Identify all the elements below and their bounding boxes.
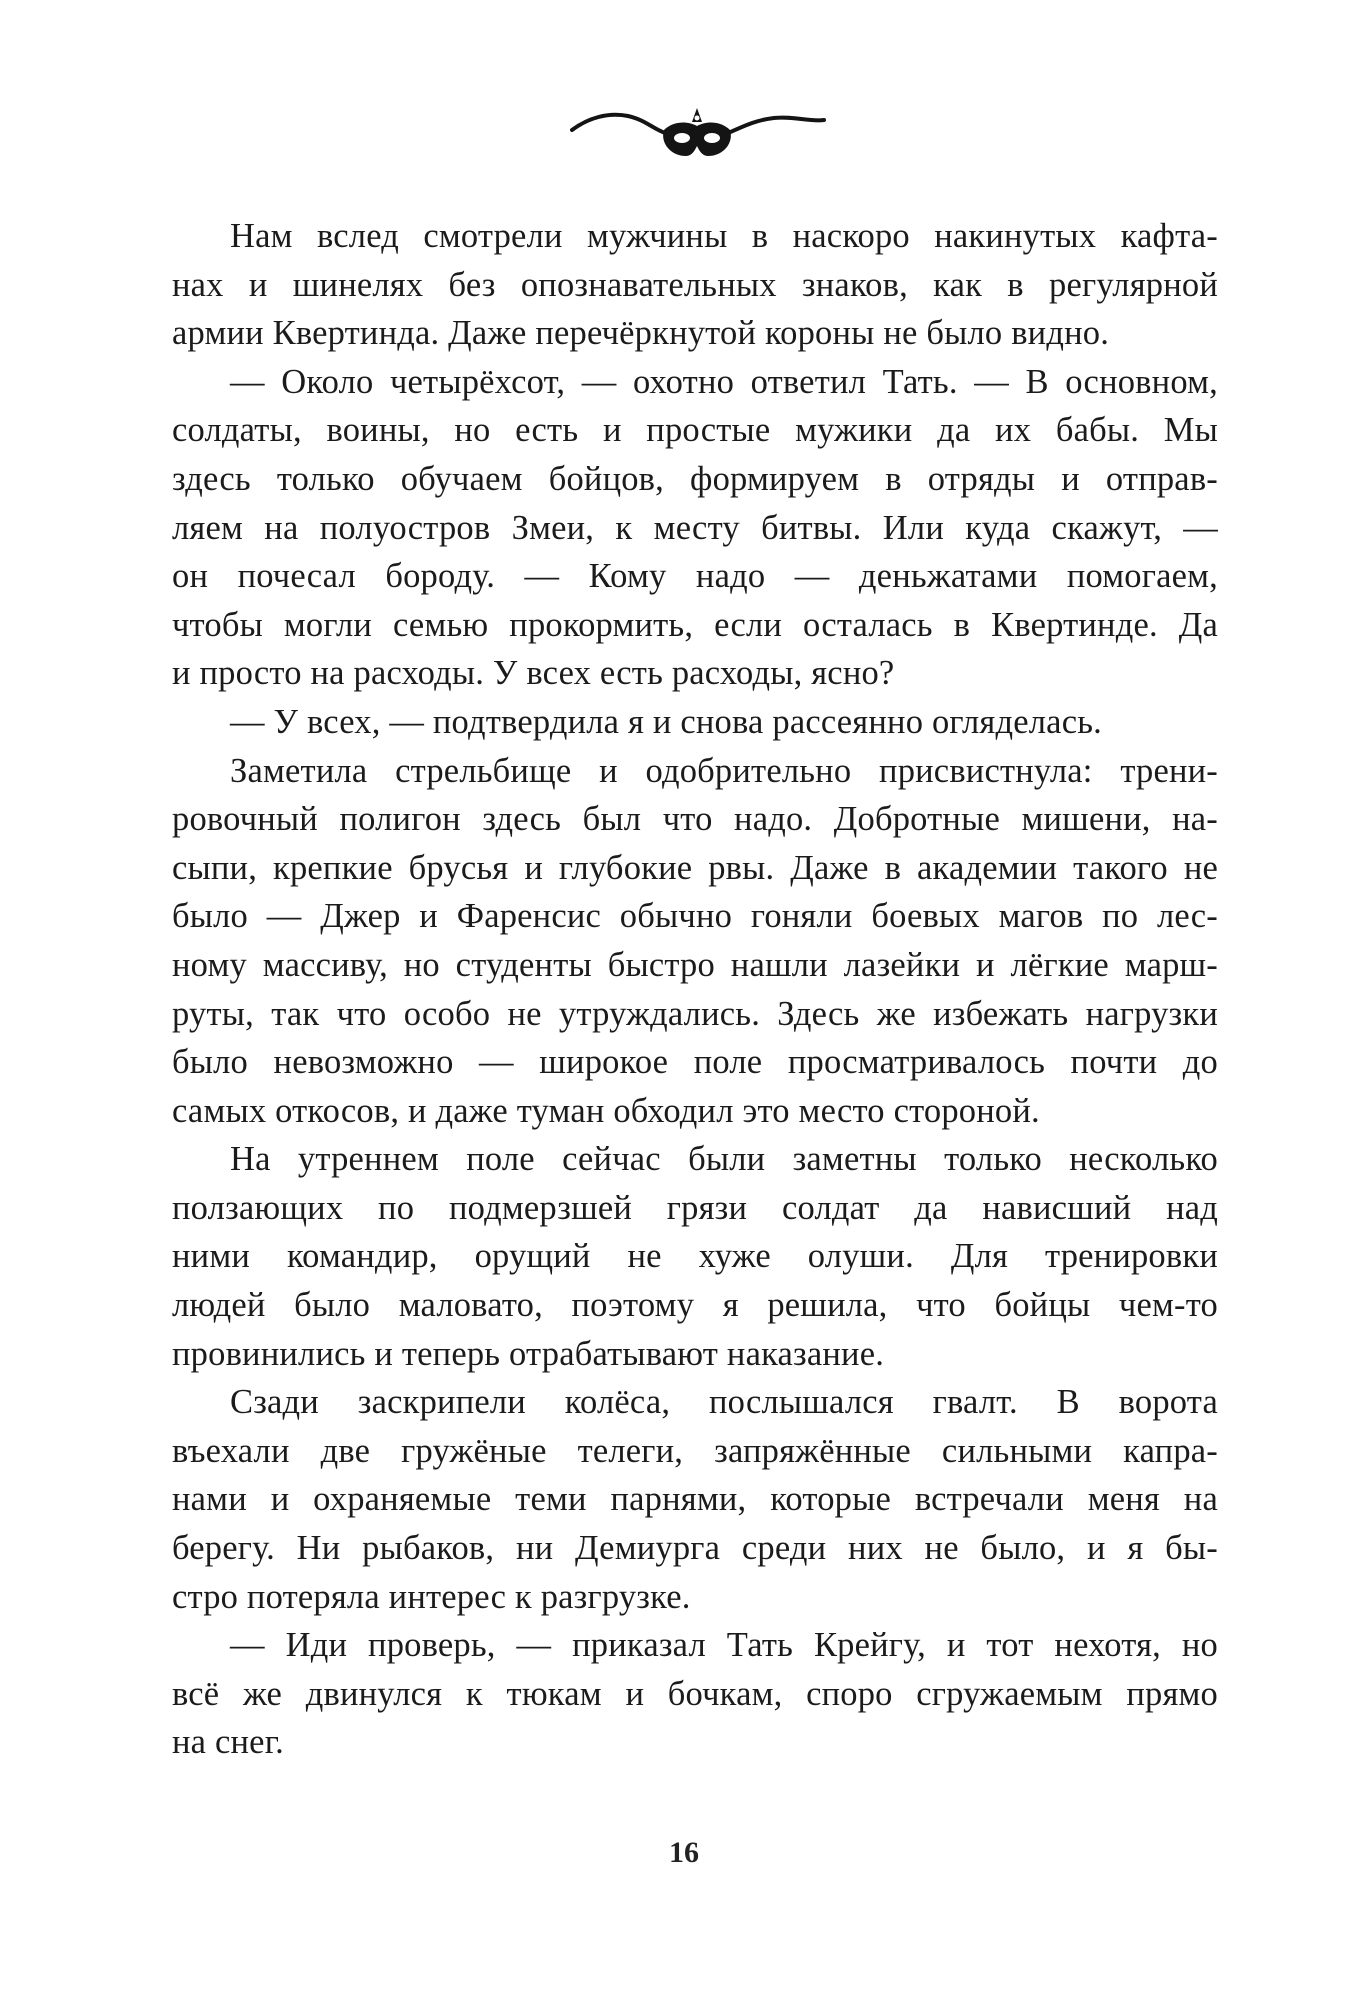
text-line: ному массиву, но студенты быстро нашли лазейки и лёгкие марш-	[172, 945, 1218, 984]
text-line: провинились и теперь отрабатывают наказание.	[172, 1334, 885, 1373]
text-line: нами и охраняемые теми парнями, которые встречали меня на	[172, 1480, 1218, 1519]
text-line: — У всех, — подтвердила я и снова рассеянно огляделась.	[230, 702, 1102, 741]
text-line: На утреннем поле сейчас были заметны только несколько	[230, 1140, 1218, 1179]
text-line: ровочный полигон здесь был что надо. Добротные мишени, на-	[172, 800, 1218, 839]
text-line: ляем на полуостров Змеи, к месту битвы. Или куда скажут, —	[172, 508, 1218, 547]
text-line: чтобы могли семью прокормить, если осталась в Квертинде. Да	[172, 605, 1218, 644]
body-text	[172, 212, 1218, 1767]
text-line: Заметила стрельбище и одобрительно присвистнула: трени-	[230, 751, 1218, 790]
text-line: людей было маловато, поэтому я решила, что бойцы чем-то	[172, 1286, 1218, 1325]
text-line: сыпи, крепкие брусья и глубокие рвы. Даже в академии такого не	[172, 848, 1218, 887]
mask-ornament-icon	[568, 100, 828, 170]
text-line: было — Джер и Фаренсис обычно гоняли боевых магов по лес-	[172, 897, 1218, 936]
text-line: было невозможно — широкое поле просматривалось почти до	[172, 1043, 1218, 1082]
text-line: — Иди проверь, — приказал Тать Крейгу, и тот нехотя, но	[230, 1626, 1218, 1665]
page-number: 16	[669, 1836, 699, 1869]
text-line: армии Квертинда. Даже перечёркнутой короны не было видно.	[172, 314, 1110, 353]
text-line: въехали две гружёные телеги, запряжённые сильными капра-	[172, 1431, 1218, 1470]
text-line: нах и шинелях без опознавательных знаков, как в регулярной	[172, 265, 1218, 304]
text-line: Сзади заскрипели колёса, послышался гвалт. В ворота	[230, 1383, 1218, 1422]
text-line: он почесал бороду. — Кому надо — деньжатами помогаем,	[172, 557, 1218, 596]
text-line: солдаты, воины, но есть и простые мужики да их бабы. Мы	[172, 411, 1218, 450]
text-line: берегу. Ни рыбаков, ни Демиурга среди них не было, и я бы-	[172, 1529, 1218, 1568]
text-line: здесь только обучаем бойцов, формируем в отряды и отправ-	[172, 459, 1218, 498]
text-line: всё же двинулся к тюкам и бочкам, споро сгружаемым прямо	[172, 1674, 1218, 1713]
text-line: руты, так что особо не утруждались. Здесь же избежать нагрузки	[172, 994, 1218, 1033]
text-line: на снег.	[172, 1723, 284, 1762]
text-line: стро потеряла интерес к разгрузке.	[172, 1577, 691, 1616]
text-line: ползающих по подмерзшей грязи солдат да нависший над	[172, 1188, 1218, 1227]
text-line: и просто на расходы. У всех есть расходы, ясно?	[172, 654, 895, 693]
text-line: Нам вслед смотрели мужчины в наскоро накинутых кафта-	[230, 217, 1218, 255]
text-line: ними командир, орущий не хуже олуши. Для тренировки	[172, 1237, 1218, 1276]
text-line: самых откосов, и даже туман обходил это место стороной.	[172, 1091, 1040, 1130]
text-line: — Около четырёхсот, — охотно ответил Тать. — В основном,	[230, 362, 1218, 401]
